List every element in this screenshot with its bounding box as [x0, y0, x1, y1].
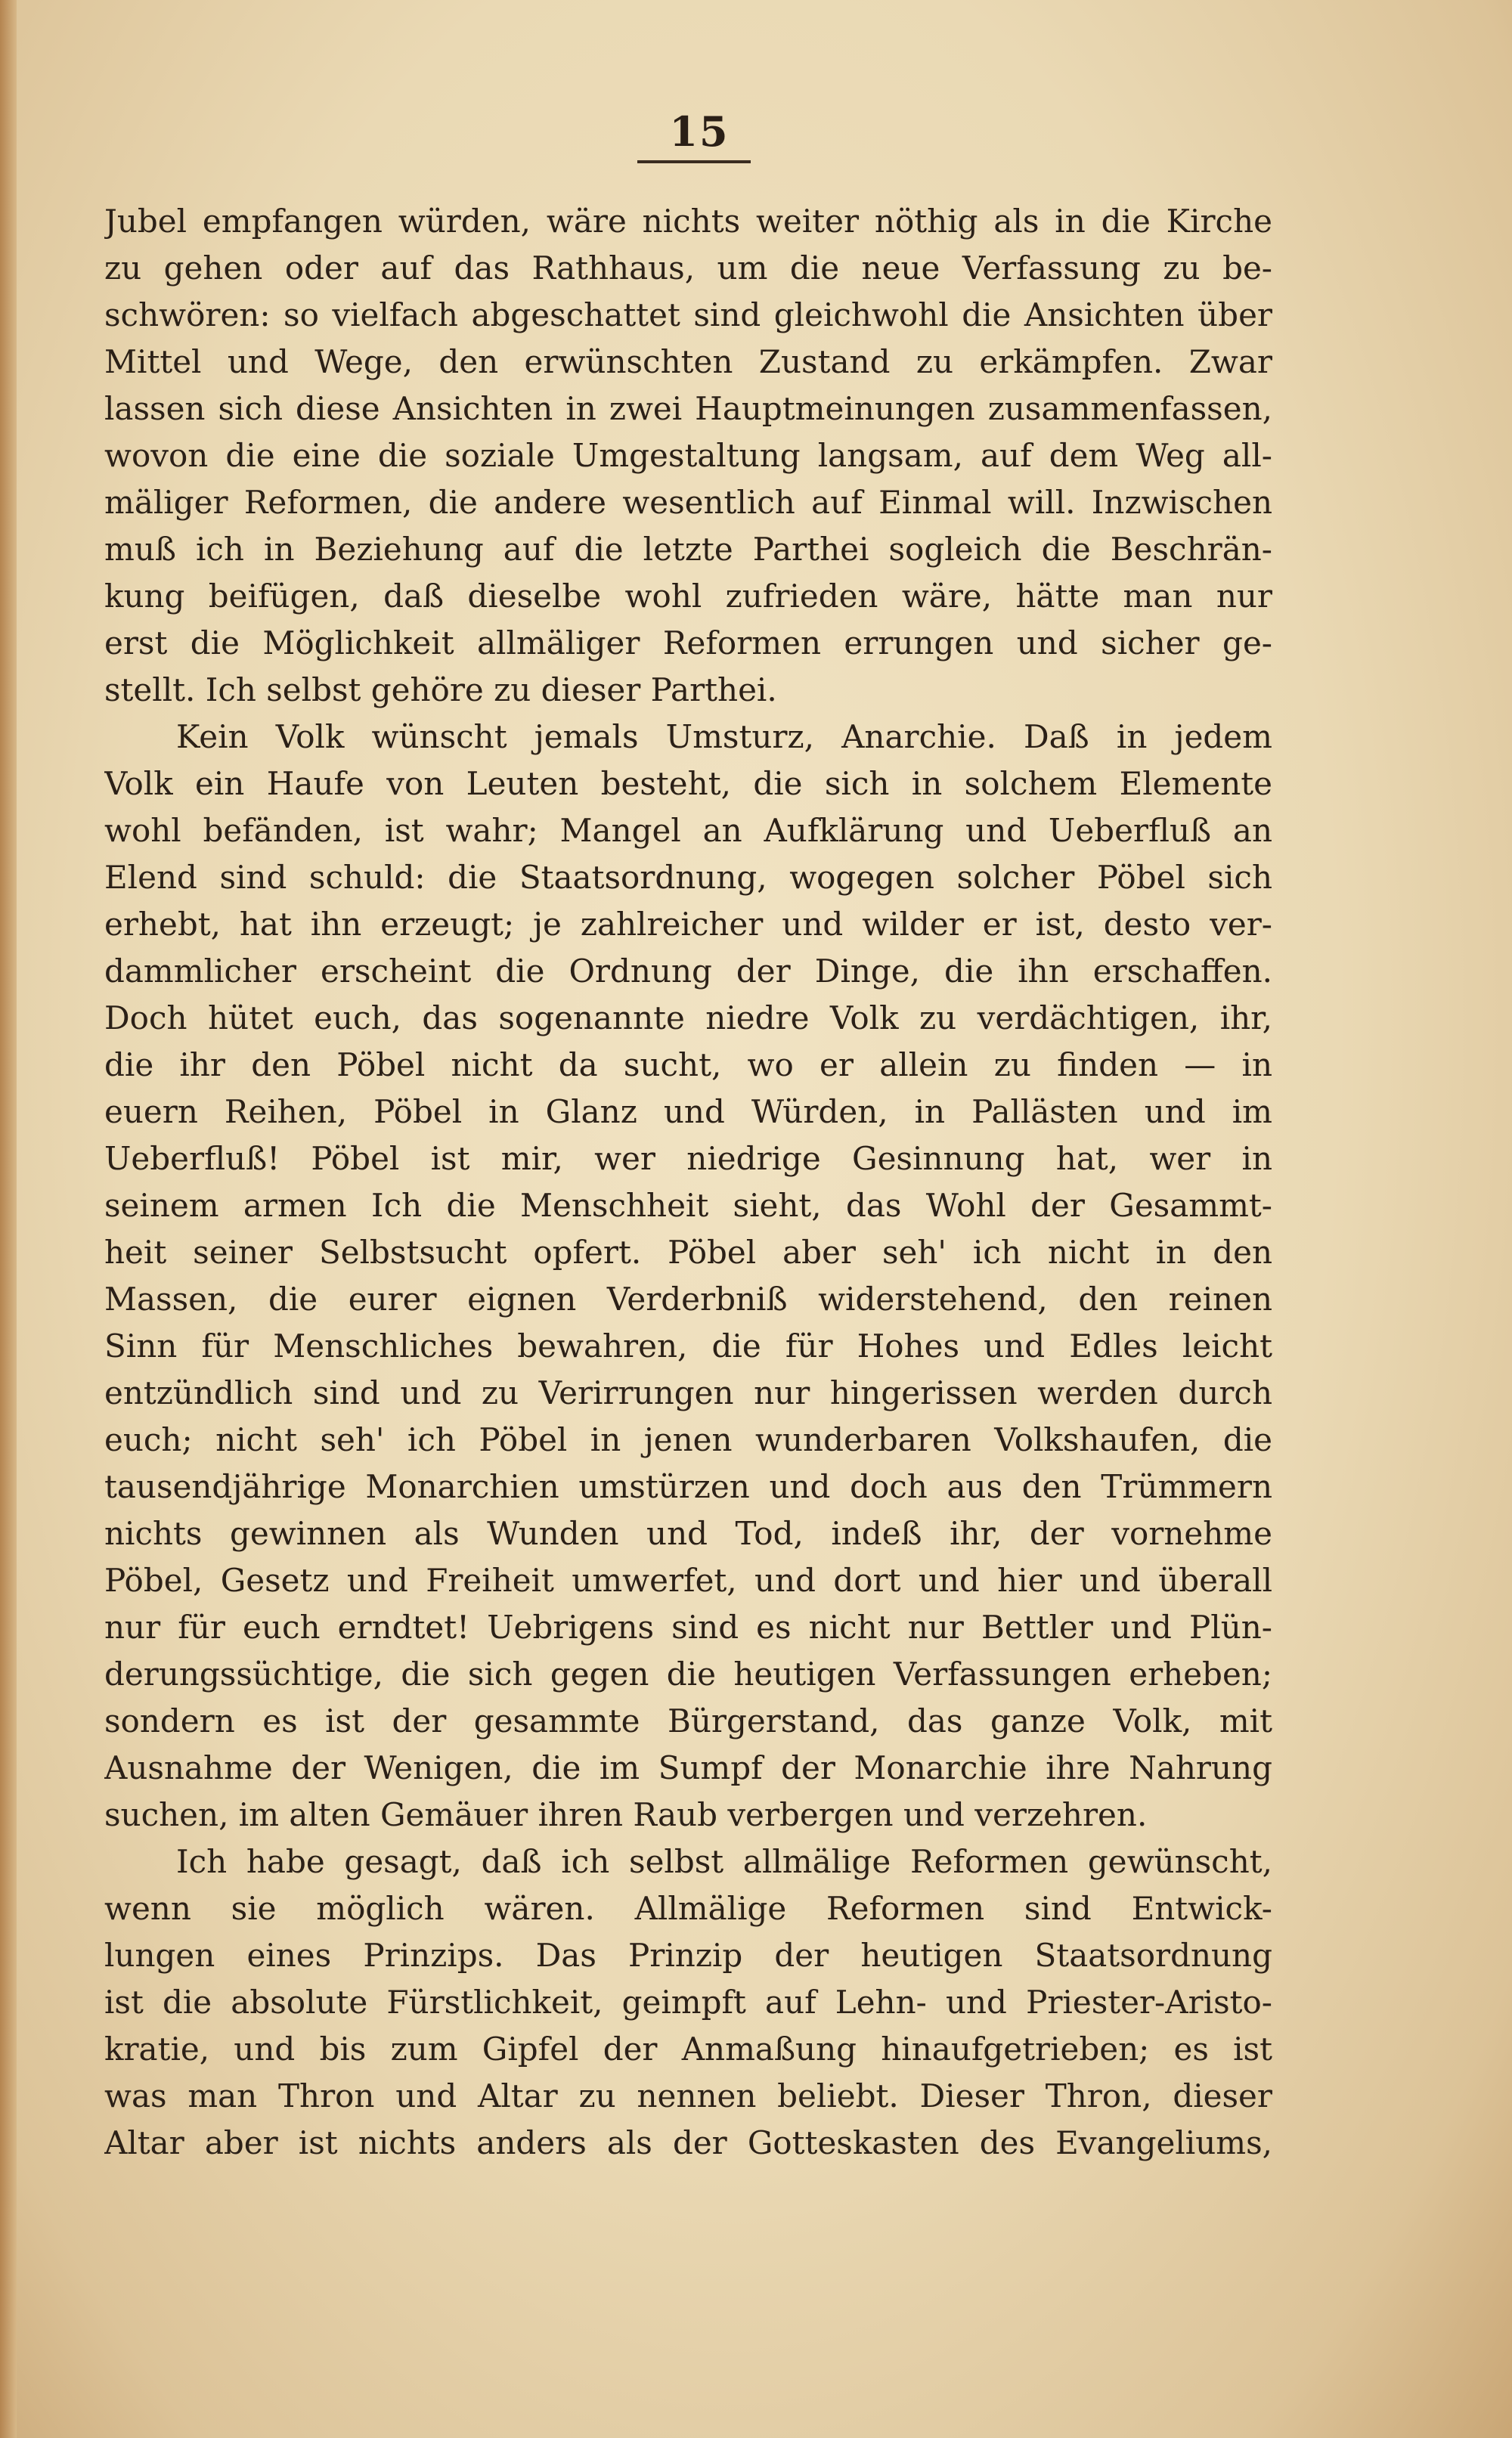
header-rule — [637, 160, 751, 163]
text-line: stellt. Ich selbst gehöre zu dieser Parthei. — [104, 671, 777, 708]
text-line: Pöbel, Gesetz und Freiheit umwerfet, und dort und hier und überall — [104, 1562, 1272, 1599]
text-line: euch; nicht seh' ich Pöbel in jenen wunderbaren Volkshaufen, die — [104, 1421, 1272, 1458]
text-line: zu gehen oder auf das Rathhaus, um die neue Verfassung zu be- — [104, 249, 1272, 287]
text-line: Ich habe gesagt, daß ich selbst allmälige Reformen gewünscht, — [176, 1843, 1272, 1880]
text-line: entzündlich sind und zu Verirrungen nur hingerissen werden durch — [104, 1374, 1272, 1411]
text-line: euern Reihen, Pöbel in Glanz und Würden, in Pallästen und im — [104, 1093, 1272, 1130]
text-line: Kein Volk wünscht jemals Umsturz, Anarchie. Daß in jedem — [176, 718, 1272, 755]
text-line: Massen, die eurer eignen Verderbniß widerstehend, den reinen — [104, 1281, 1272, 1318]
text-line: Mittel und Wege, den erwünschten Zustand zu erkämpfen. Zwar — [104, 343, 1272, 380]
text-line: mäliger Reformen, die andere wesentlich auf Einmal will. Inzwischen — [104, 484, 1272, 521]
text-line: dammlicher erscheint die Ordnung der Dinge, die ihn erschaffen. — [104, 953, 1272, 990]
text-line: was man Thron und Altar zu nennen beliebt. Dieser Thron, dieser — [104, 2077, 1272, 2114]
page-number: 15 — [669, 107, 730, 156]
text-line: schwören: so vielfach abgeschattet sind gleichwohl die Ansichten über — [104, 296, 1272, 333]
text-line: erst die Möglichkeit allmäliger Reformen errungen und sicher ge- — [104, 624, 1272, 661]
text-line: Elend sind schuld: die Staatsordnung, wogegen solcher Pöbel sich — [104, 859, 1272, 896]
body-text — [104, 198, 1272, 2167]
text-line: wenn sie möglich wären. Allmälige Reformen sind Entwick- — [104, 1890, 1272, 1927]
text-line: Volk ein Haufe von Leuten besteht, die sich in solchem Elemente — [104, 765, 1272, 802]
text-line: Ausnahme der Wenigen, die im Sumpf der Monarchie ihre Nahrung — [104, 1749, 1272, 1786]
text-line: ist die absolute Fürstlichkeit, geimpft auf Lehn- und Priester-Aristo- — [104, 1984, 1272, 2021]
text-line: Sinn für Menschliches bewahren, die für Hohes und Edles leicht — [104, 1327, 1272, 1365]
text-line: nur für euch erndtet! Uebrigens sind es nicht nur Bettler und Plün- — [104, 1609, 1272, 1646]
text-line: Ueberfluß! Pöbel ist mir, wer niedrige Gesinnung hat, wer in — [104, 1140, 1272, 1177]
text-line: suchen, im alten Gemäuer ihren Raub verbergen und verzehren. — [104, 1796, 1148, 1833]
text-line: Doch hütet euch, das sogenannte niedre Volk zu verdächtigen, ihr, — [104, 999, 1272, 1036]
text-line: heit seiner Selbstsucht opfert. Pöbel aber seh' ich nicht in den — [104, 1234, 1272, 1271]
text-line: Altar aber ist nichts anders als der Gotteskasten des Evangeliums, — [104, 2124, 1272, 2161]
text-line: kratie, und bis zum Gipfel der Anmaßung hinaufgetrieben; es ist — [104, 2031, 1272, 2068]
text-line: muß ich in Beziehung auf die letzte Parthei sogleich die Beschrän- — [104, 531, 1272, 568]
text-line: kung beifügen, daß dieselbe wohl zufrieden wäre, hätte man nur — [104, 578, 1272, 615]
text-line: die ihr den Pöbel nicht da sucht, wo er allein zu finden — in — [104, 1046, 1272, 1083]
text-line: lassen sich diese Ansichten in zwei Hauptmeinungen zusammenfassen, — [104, 390, 1272, 427]
text-line: sondern es ist der gesammte Bürgerstand, das ganze Volk, mit — [104, 1702, 1272, 1739]
page-edge-shadow — [0, 0, 17, 2438]
text-line: wohl befänden, ist wahr; Mangel an Aufklärung und Ueberfluß an — [104, 812, 1272, 849]
text-line: Jubel empfangen würden, wäre nichts weiter nöthig als in die Kirche — [104, 203, 1272, 240]
text-line: derungssüchtige, die sich gegen die heutigen Verfassungen erheben; — [104, 1656, 1272, 1693]
text-line: nichts gewinnen als Wunden und Tod, indeß ihr, der vornehme — [104, 1515, 1272, 1552]
text-line: lungen eines Prinzips. Das Prinzip der heutigen Staatsordnung — [104, 1937, 1272, 1974]
text-line: erhebt, hat ihn erzeugt; je zahlreicher und wilder er ist, desto ver- — [104, 906, 1272, 943]
text-line: wovon die eine die soziale Umgestaltung langsam, auf dem Weg all- — [104, 437, 1272, 474]
text-line: seinem armen Ich die Menschheit sieht, das Wohl der Gesammt- — [104, 1187, 1272, 1224]
text-line: tausendjährige Monarchien umstürzen und doch aus den Trümmern — [104, 1468, 1272, 1505]
